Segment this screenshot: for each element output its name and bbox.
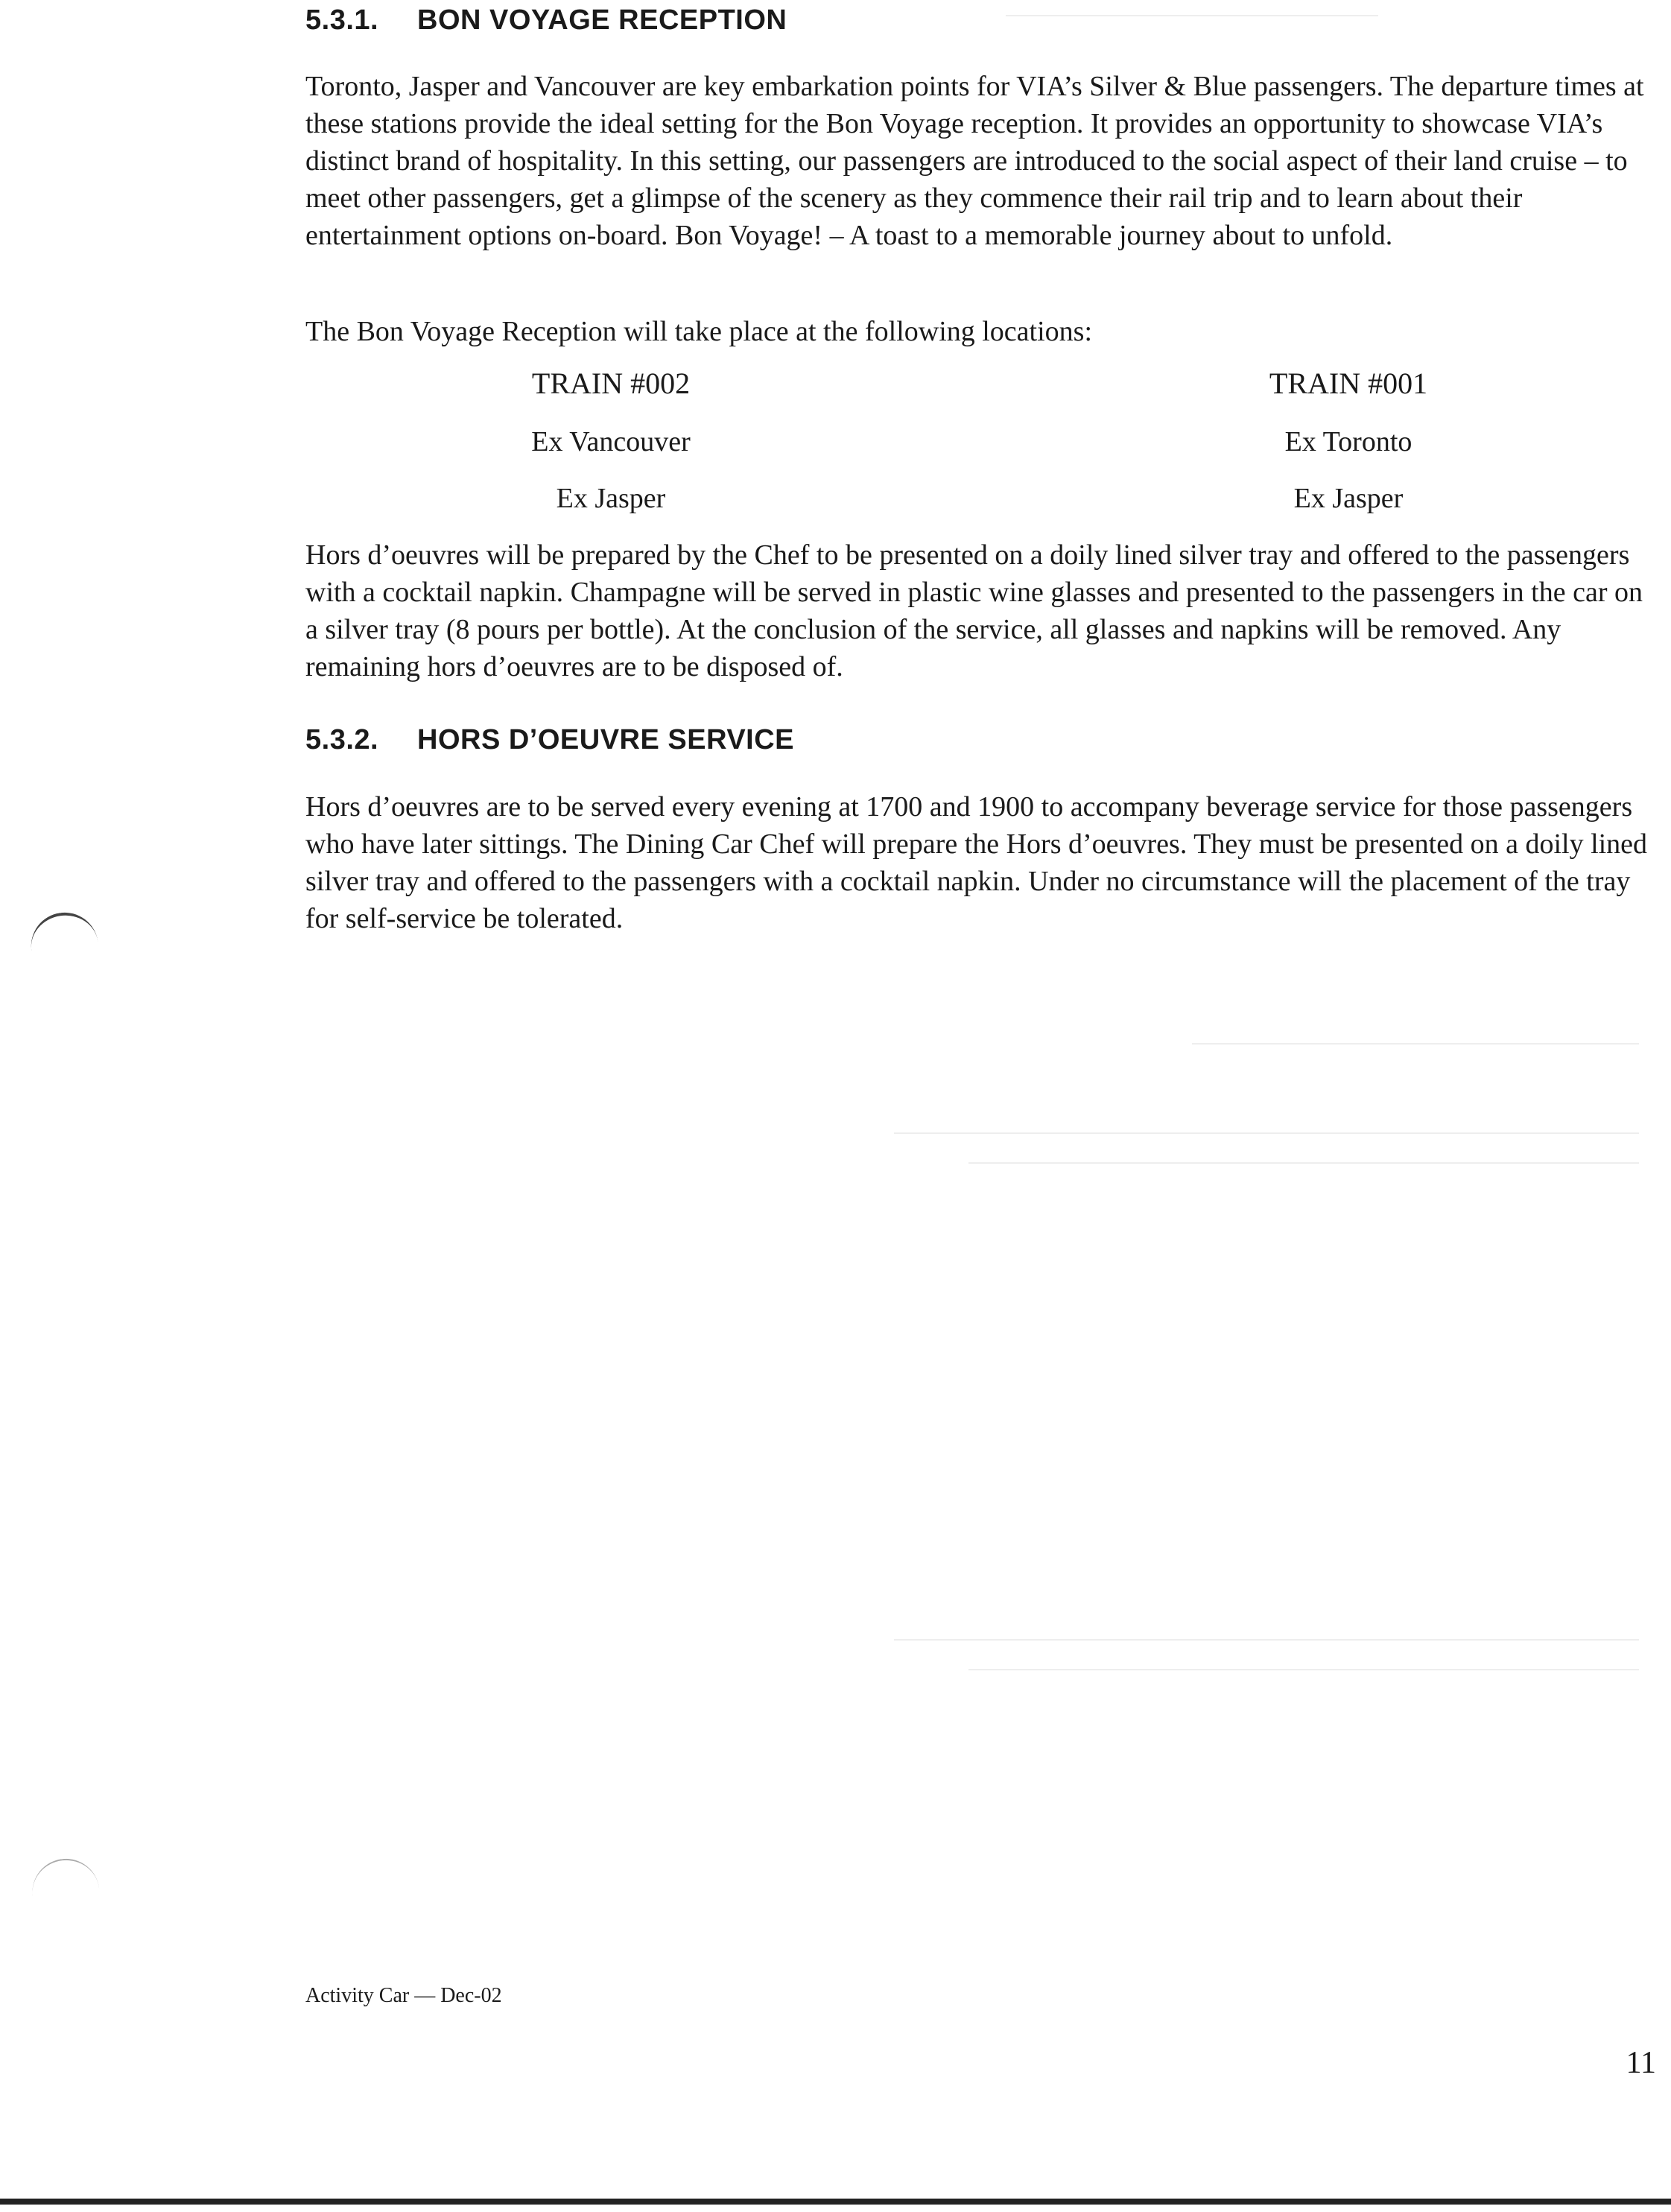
section-number: 5.3.2.	[305, 724, 379, 755]
bleed-through-line	[894, 1639, 1639, 1641]
section-number: 5.3.1.	[305, 4, 379, 36]
train-title: TRAIN #002	[531, 367, 691, 400]
binder-hole	[27, 908, 100, 965]
bleed-through-line	[1192, 1043, 1639, 1045]
train-column	[454, 365, 767, 536]
page-number: 11	[1626, 2046, 1656, 2080]
bleed-through-line	[968, 1162, 1639, 1164]
bottom-rule	[0, 2199, 1671, 2205]
bleed-through-line	[894, 1132, 1639, 1134]
bleed-through-line	[1006, 15, 1378, 16]
train-column	[1192, 365, 1505, 536]
paragraph: The Bon Voyage Reception will take place at the following locations:	[305, 316, 1093, 347]
paragraph: Toronto, Jasper and Vancouver are key embarkation points for VIA’s Silver & Blue passengers. The departure times at these stations provide the ideal setting for the Bon Voyage reception. It provides an opportunity to showcase VIA’s distinct brand of hospitality. In this setting, our passengers are introduced to the social aspect of their land cruise – to meet other passengers, get a glimpse of the scenery as they commence their rail trip and to learn about their entertainment options on-board. Bon Voyage! – A toast to a memorable journey about to unfold.	[305, 71, 1644, 251]
paragraph: Hors d’oeuvres are to be served every evening at 1700 and 1900 to accompany beverage service for those passengers who have later sittings. The Dining Car Chef will prepare the Hors d’oeuvres. They must be presented on a doily lined silver tray and offered to the passengers with a cocktail napkin. Under no circumstance will the placement of the tray for self-service be tolerated.	[305, 791, 1648, 934]
bleed-through-line	[968, 1669, 1639, 1670]
section-heading	[305, 4, 787, 37]
train-stop: Ex Jasper	[556, 483, 666, 514]
section-heading	[305, 724, 794, 756]
train-stop: Ex Toronto	[1284, 426, 1412, 457]
paragraph: Hors d’oeuvres will be prepared by the Chef to be presented on a doily lined silver tray and offered to the passengers with a cocktail napkin. Champagne will be served in plastic wine glasses and presented to the passengers in the car on a silver tray (8 pours per bottle). At the conclusion of the service, all glasses and napkins will be removed. Any remaining hors d’oeuvres are to be disposed of.	[305, 539, 1643, 682]
section-title: HORS D’OEUVRE SERVICE	[417, 724, 795, 755]
train-title: TRAIN #001	[1269, 367, 1428, 400]
footer-text: Activity Car — Dec-02	[305, 1984, 502, 2007]
train-stop: Ex Jasper	[1293, 483, 1404, 514]
train-locations	[305, 365, 1661, 536]
section-title: BON VOYAGE RECEPTION	[417, 4, 787, 36]
train-stop: Ex Vancouver	[531, 426, 691, 457]
binder-hole	[29, 1855, 101, 1908]
